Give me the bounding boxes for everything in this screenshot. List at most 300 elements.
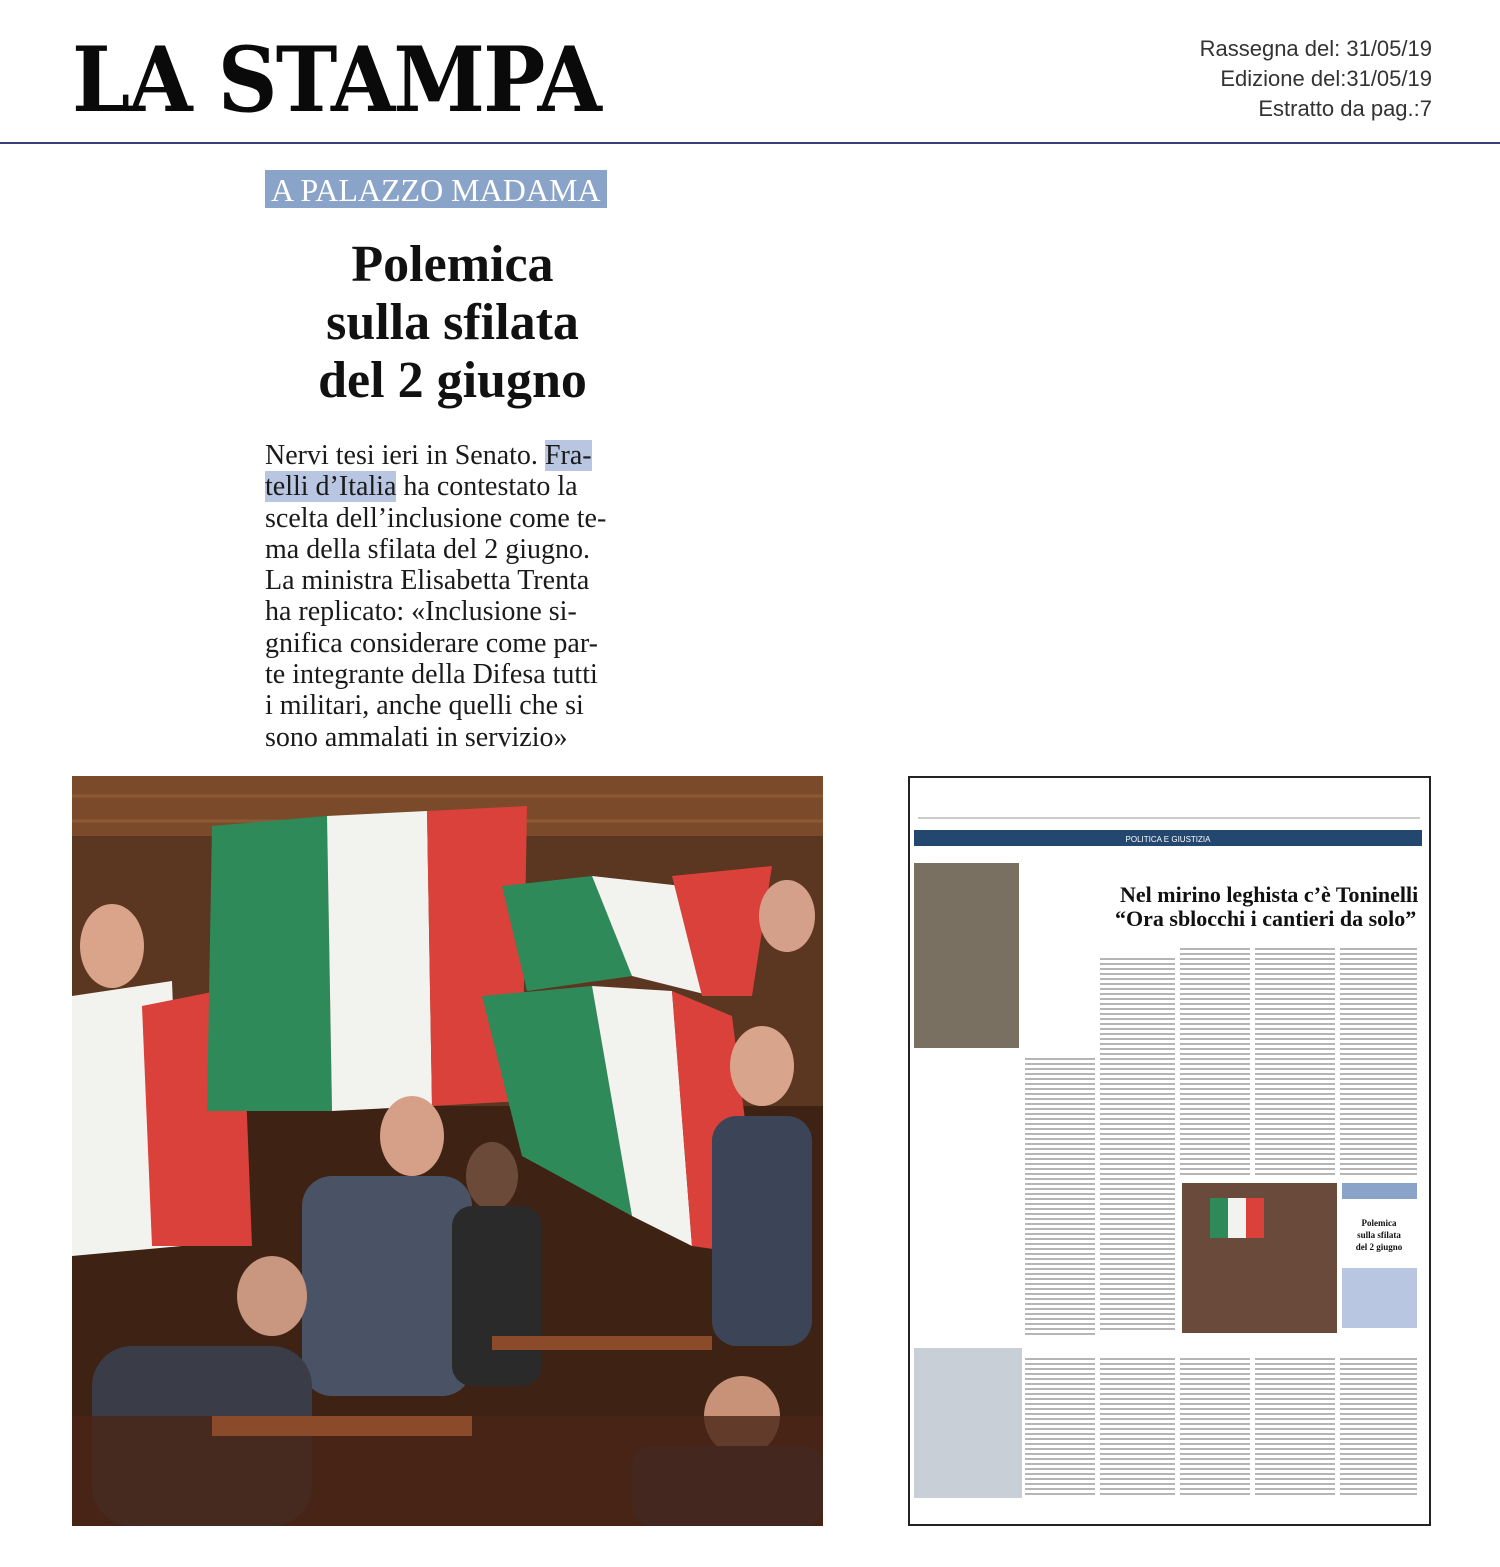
thumbnail-text-line — [1180, 1433, 1250, 1435]
body-line: telli d’Italia ha contestato la — [265, 471, 578, 503]
thumbnail-text-line — [1100, 1248, 1175, 1250]
thumbnail-text-line — [1025, 1333, 1095, 1335]
thumbnail-text-line — [1255, 1478, 1335, 1480]
thumbnail-text-line — [1340, 998, 1417, 1000]
thumbnail-text-line — [1180, 1033, 1250, 1035]
thumbnail-text-line — [1025, 1393, 1095, 1395]
thumbnail-text-line — [1340, 1398, 1417, 1400]
thumbnail-text-line — [1025, 1113, 1095, 1115]
thumbnail-text-line — [1100, 1398, 1175, 1400]
thumbnail-text-line — [1180, 1063, 1250, 1065]
thumbnail-text-line — [1180, 1458, 1250, 1460]
thumbnail-text-line — [1180, 1103, 1250, 1105]
thumbnail-text-line — [1255, 963, 1335, 965]
thumbnail-text-line — [1025, 1278, 1095, 1280]
thumbnail-text-line — [1100, 993, 1175, 995]
thumbnail-text-line — [1100, 963, 1175, 965]
thumbnail-text-line — [1100, 1323, 1175, 1325]
thumbnail-text-line — [1340, 1168, 1417, 1170]
thumbnail-headline-2: “Ora sblocchi i cantieri da solo” — [1115, 906, 1417, 931]
thumbnail-text-line — [1180, 1053, 1250, 1055]
thumbnail-text-line — [1340, 953, 1417, 955]
thumbnail-text-line — [1340, 1358, 1417, 1360]
thumbnail-text-line — [1255, 973, 1335, 975]
thumbnail-text-line — [1255, 1098, 1335, 1100]
thumbnail-text-line — [1100, 998, 1175, 1000]
thumbnail-text-line — [1100, 1198, 1175, 1200]
thumbnail-text-line — [1100, 1183, 1175, 1185]
thumbnail-text-line — [1025, 1213, 1095, 1215]
thumbnail-text-line — [1255, 1153, 1335, 1155]
thumbnail-text-line — [1025, 1413, 1095, 1415]
thumbnail-text-line — [1255, 993, 1335, 995]
thumbnail-text-line — [1100, 1118, 1175, 1120]
thumbnail-text-line — [1340, 958, 1417, 960]
thumbnail-text-line — [1340, 978, 1417, 980]
thumbnail-text-line — [1025, 1448, 1095, 1450]
thumbnail-text-line — [1100, 1438, 1175, 1440]
thumbnail-text-line — [1255, 988, 1335, 990]
thumbnail-text-line — [1180, 1378, 1250, 1380]
thumbnail-text-line — [1025, 1473, 1095, 1475]
thumbnail-text-line — [1340, 1113, 1417, 1115]
thumbnail-text-line — [1100, 1473, 1175, 1475]
headline-line: del 2 giugno — [318, 352, 587, 409]
thumbnail-text-line — [1025, 1143, 1095, 1145]
thumbnail-text-line — [1025, 1398, 1095, 1400]
thumbnail-text-line — [1025, 1313, 1095, 1315]
thumbnail-text-line — [1340, 1448, 1417, 1450]
body-line: i militari, anche quelli che si — [265, 690, 584, 722]
thumbnail-text-line — [1340, 1083, 1417, 1085]
thumbnail-text-line — [1100, 1148, 1175, 1150]
thumbnail-text-line — [1255, 1138, 1335, 1140]
thumbnail-text-line — [1340, 1063, 1417, 1065]
thumbnail-text-line — [1340, 1363, 1417, 1365]
thumbnail-text-line — [1025, 1363, 1095, 1365]
thumbnail-text-line — [1025, 1423, 1095, 1425]
body-line: Nervi tesi ieri in Senato. Fra- — [265, 440, 592, 471]
thumbnail-text-line — [1255, 1113, 1335, 1115]
thumbnail-text-line — [1340, 1108, 1417, 1110]
thumbnail-text-line — [1100, 1263, 1175, 1265]
header-divider — [0, 142, 1500, 144]
thumbnail-text-line — [1180, 1393, 1250, 1395]
thumbnail-text-line — [1100, 1408, 1175, 1410]
thumbnail-text-line — [1255, 1088, 1335, 1090]
thumbnail-text-line — [1100, 1393, 1175, 1395]
thumbnail-text-line — [1025, 1403, 1095, 1405]
thumbnail-text-line — [1180, 1078, 1250, 1080]
thumbnail-text-line — [1180, 1058, 1250, 1060]
thumbnail-text-line — [1100, 1218, 1175, 1220]
thumbnail-text-line — [1255, 1068, 1335, 1070]
thumbnail-text-line — [1255, 1453, 1335, 1455]
thumbnail-text-line — [1255, 1033, 1335, 1035]
thumbnail-text-line — [1255, 1373, 1335, 1375]
thumbnail-text-line — [1100, 1228, 1175, 1230]
thumbnail-text-line — [1255, 1378, 1335, 1380]
thumbnail-text-line — [1180, 1003, 1250, 1005]
thumbnail-text-line — [1255, 968, 1335, 970]
thumbnail-text-line — [1025, 1168, 1095, 1170]
thumbnail-text-line — [1340, 1493, 1417, 1495]
thumbnail-text-line — [1100, 1453, 1175, 1455]
page-thumbnail — [908, 776, 1431, 1526]
thumbnail-text-line — [1025, 1493, 1095, 1495]
thumbnail-text-line — [1025, 1303, 1095, 1305]
thumbnail-text-line — [1340, 973, 1417, 975]
thumbnail-text-line — [1100, 1133, 1175, 1135]
thumbnail-text-line — [1340, 1428, 1417, 1430]
body-line: gnifica considerare come par- — [265, 627, 598, 659]
thumbnail-text-line — [1025, 1128, 1095, 1130]
thumbnail-text-line — [1100, 1293, 1175, 1295]
thumbnail-text-line — [1255, 1043, 1335, 1045]
thumbnail-text-line — [1025, 1328, 1095, 1330]
thumbnail-text-line — [1180, 1418, 1250, 1420]
thumbnail-text-line — [1255, 953, 1335, 955]
thumbnail-text-line — [1100, 1083, 1175, 1085]
thumbnail-text-line — [1340, 1118, 1417, 1120]
thumbnail-text-line — [1180, 1368, 1250, 1370]
thumbnail-text-line — [1180, 1163, 1250, 1165]
thumbnail-text-line — [1180, 978, 1250, 980]
thumbnail-text-line — [1100, 1103, 1175, 1105]
thumbnail-text-line — [1025, 1153, 1095, 1155]
masthead-logo: LA STAMPA — [72, 27, 600, 133]
thumbnail-text-line — [1255, 1148, 1335, 1150]
thumbnail-text-line — [1255, 1423, 1335, 1425]
thumbnail-text-line — [1025, 1458, 1095, 1460]
thumbnail-text-line — [1025, 1318, 1095, 1320]
thumbnail-text-line — [1255, 958, 1335, 960]
thumbnail-text-line — [1340, 1068, 1417, 1070]
body-line: La ministra Elisabetta Trenta — [265, 565, 590, 597]
senate-photo — [72, 776, 823, 1526]
thumbnail-text-line — [1340, 1128, 1417, 1130]
estratto-page: Estratto da pag.:7 — [1258, 96, 1432, 121]
thumbnail-text-line — [1100, 1018, 1175, 1020]
thumbnail-text-line — [1180, 1068, 1250, 1070]
headline-line: Polemica — [351, 236, 554, 293]
thumbnail-text-line — [1025, 1138, 1095, 1140]
thumbnail-text-line — [1180, 1093, 1250, 1095]
thumbnail-text-line — [1100, 1363, 1175, 1365]
thumbnail-text-line — [1100, 1318, 1175, 1320]
thumbnail-text-line — [1025, 1283, 1095, 1285]
thumbnail-text-line — [1100, 1403, 1175, 1405]
thumbnail-text-line — [1025, 1408, 1095, 1410]
thumbnail-text-line — [1025, 1073, 1095, 1075]
thumbnail-side-headline: del 2 giugno — [1355, 1242, 1403, 1252]
thumbnail-text-line — [1025, 1178, 1095, 1180]
thumbnail-side-headline: sulla sfilata — [1357, 1230, 1401, 1240]
thumbnail-text-line — [1255, 1128, 1335, 1130]
thumbnail-text-line — [1255, 1438, 1335, 1440]
thumbnail-text-line — [1100, 1368, 1175, 1370]
thumbnail-text-line — [1100, 1143, 1175, 1145]
thumbnail-text-line — [1100, 1478, 1175, 1480]
thumbnail-text-line — [1180, 1448, 1250, 1450]
thumbnail-text-line — [1025, 1373, 1095, 1375]
thumbnail-text-line — [1255, 1433, 1335, 1435]
thumbnail-text-line — [1100, 1033, 1175, 1035]
thumbnail-text-line — [1025, 1378, 1095, 1380]
thumbnail-text-line — [1255, 1143, 1335, 1145]
thumbnail-text-line — [1025, 1078, 1095, 1080]
thumbnail-text-line — [1180, 1438, 1250, 1440]
thumbnail-text-line — [1340, 1458, 1417, 1460]
thumbnail-text-line — [1100, 1313, 1175, 1315]
thumbnail-text-line — [1255, 1158, 1335, 1160]
thumbnail-text-line — [1340, 1393, 1417, 1395]
thumbnail-text-line — [1180, 1473, 1250, 1475]
thumbnail-text-line — [1255, 1408, 1335, 1410]
thumbnail-text-line — [1100, 1108, 1175, 1110]
thumbnail-text-line — [1340, 1138, 1417, 1140]
thumbnail-text-line — [1100, 1488, 1175, 1490]
thumbnail-text-line — [1100, 1153, 1175, 1155]
thumbnail-text-line — [1100, 1308, 1175, 1310]
body-line: ha replicato: «Inclusione si- — [265, 596, 577, 628]
thumbnail-text-line — [1255, 1058, 1335, 1060]
thumbnail-text-line — [1100, 958, 1175, 960]
thumbnail-text-line — [1180, 1148, 1250, 1150]
thumbnail-text-line — [1340, 1153, 1417, 1155]
thumbnail-text-line — [1340, 1098, 1417, 1100]
thumbnail-text-line — [1340, 1048, 1417, 1050]
thumbnail-text-line — [1255, 1473, 1335, 1475]
highlighted-text: telli d’Italia — [265, 471, 397, 503]
thumbnail-text-line — [1255, 1443, 1335, 1445]
thumbnail-text-line — [1100, 1138, 1175, 1140]
thumbnail-text-line — [1340, 1103, 1417, 1105]
thumbnail-text-line — [1180, 1358, 1250, 1360]
thumbnail-text-line — [1025, 1268, 1095, 1270]
thumbnail-text-line — [1180, 998, 1250, 1000]
thumbnail-text-line — [1180, 963, 1250, 965]
thumbnail-text-line — [1340, 1093, 1417, 1095]
thumbnail-text-line — [1255, 1403, 1335, 1405]
thumbnail-text-line — [1180, 1493, 1250, 1495]
thumbnail-text-line — [1100, 1048, 1175, 1050]
thumbnail-text-line — [1100, 1463, 1175, 1465]
thumbnail-text-line — [1025, 1468, 1095, 1470]
thumbnail-text-line — [1340, 1133, 1417, 1135]
thumbnail-text-line — [1025, 1203, 1095, 1205]
thumbnail-text-line — [1180, 1088, 1250, 1090]
thumbnail-text-line — [1255, 1173, 1335, 1175]
thumbnail-text-line — [1100, 1168, 1175, 1170]
thumbnail-text-line — [1180, 1143, 1250, 1145]
thumbnail-text-line — [1180, 1483, 1250, 1485]
thumbnail-text-line — [1025, 1433, 1095, 1435]
thumbnail-text-line — [1025, 1418, 1095, 1420]
thumbnail-text-line — [1100, 1058, 1175, 1060]
thumbnail-side-headline: Polemica — [1361, 1218, 1397, 1228]
thumbnail-text-line — [1100, 1258, 1175, 1260]
thumbnail-text-line — [1100, 1493, 1175, 1495]
thumbnail-text-line — [1255, 1358, 1335, 1360]
thumbnail-text-line — [1340, 1053, 1417, 1055]
thumbnail-text-line — [1180, 1443, 1250, 1445]
thumbnail-text-line — [1180, 1403, 1250, 1405]
thumbnail-text-line — [1100, 1268, 1175, 1270]
thumbnail-text-line — [1100, 1208, 1175, 1210]
thumbnail-text-line — [1025, 1308, 1095, 1310]
thumbnail-text-line — [1180, 1118, 1250, 1120]
thumbnail-text-line — [1180, 1468, 1250, 1470]
thumbnail-text-line — [1340, 1078, 1417, 1080]
thumbnail-text-line — [1025, 1358, 1095, 1360]
thumbnail-text-line — [1255, 1398, 1335, 1400]
thumbnail-text-line — [1100, 1288, 1175, 1290]
thumbnail-text-line — [1255, 1368, 1335, 1370]
thumbnail-text-line — [1255, 1028, 1335, 1030]
thumbnail-text-line — [1100, 1243, 1175, 1245]
thumbnail-text-line — [1180, 948, 1250, 950]
thumbnail-text-line — [1255, 1078, 1335, 1080]
thumbnail-text-line — [1180, 1408, 1250, 1410]
thumbnail-text-line — [1100, 1378, 1175, 1380]
thumbnail-text-line — [1100, 978, 1175, 980]
thumbnail-text-line — [1180, 1463, 1250, 1465]
thumbnail-text-line — [1025, 1088, 1095, 1090]
senate-photo-illustration — [72, 776, 823, 1526]
thumbnail-text-line — [1255, 998, 1335, 1000]
thumbnail-text-line — [1100, 1303, 1175, 1305]
highlighted-text: Fra- — [544, 440, 592, 471]
thumbnail-text-line — [1025, 1158, 1095, 1160]
thumbnail-text-line — [1025, 1463, 1095, 1465]
thumbnail-text-line — [1100, 983, 1175, 985]
thumbnail-text-line — [1025, 1323, 1095, 1325]
thumbnail-text-line — [1180, 1173, 1250, 1175]
thumbnail-text-line — [1025, 1258, 1095, 1260]
thumbnail-text-line — [1025, 1108, 1095, 1110]
thumbnail-text-line — [1340, 1438, 1417, 1440]
thumbnail-text-line — [1025, 1298, 1095, 1300]
thumbnail-text-line — [1180, 1478, 1250, 1480]
thumbnail-text-line — [1025, 1288, 1095, 1290]
thumbnail-text-line — [1100, 1173, 1175, 1175]
thumbnail-text-line — [1100, 1053, 1175, 1055]
thumbnail-text-line — [1100, 1023, 1175, 1025]
thumbnail-text-line — [1100, 1008, 1175, 1010]
thumbnail-text-line — [1180, 953, 1250, 955]
thumbnail-text-line — [1100, 1413, 1175, 1415]
thumbnail-text-line — [1100, 1163, 1175, 1165]
thumbnail-text-line — [1255, 1063, 1335, 1065]
thumbnail-text-line — [1340, 968, 1417, 970]
thumbnail-text-line — [1100, 1483, 1175, 1485]
thumbnail-text-line — [1340, 1043, 1417, 1045]
thumbnail-text-line — [1255, 1388, 1335, 1390]
thumbnail-text-line — [1340, 1378, 1417, 1380]
thumbnail-text-line — [1340, 983, 1417, 985]
body-line: ma della sfilata del 2 giugno. — [265, 533, 591, 565]
thumbnail-text-line — [1025, 1388, 1095, 1390]
thumbnail-text-line — [1180, 1043, 1250, 1045]
thumbnail-text-line — [1025, 1083, 1095, 1085]
thumbnail-text-line — [1025, 1063, 1095, 1065]
thumbnail-text-line — [1340, 1013, 1417, 1015]
thumbnail-text-line — [1100, 1278, 1175, 1280]
thumbnail-text-line — [1255, 1053, 1335, 1055]
thumbnail-text-line — [1180, 1123, 1250, 1125]
thumbnail-text-line — [1180, 968, 1250, 970]
thumbnail-text-line — [1255, 1118, 1335, 1120]
thumbnail-text-line — [1340, 1018, 1417, 1020]
thumbnail-text-line — [1255, 1458, 1335, 1460]
thumbnail-text-line — [1180, 1453, 1250, 1455]
thumbnail-text-line — [1100, 1203, 1175, 1205]
thumbnail-text-line — [1340, 1373, 1417, 1375]
thumbnail-text-line — [1340, 1463, 1417, 1465]
thumbnail-text-line — [1180, 983, 1250, 985]
thumbnail-text-line — [1025, 1218, 1095, 1220]
thumbnail-text-line — [1340, 1408, 1417, 1410]
thumbnail-text-line — [1100, 1373, 1175, 1375]
thumbnail-text-line — [1340, 1413, 1417, 1415]
thumbnail-text-line — [1180, 1023, 1250, 1025]
thumbnail-text-line — [1255, 1108, 1335, 1110]
thumbnail-text-line — [1255, 1093, 1335, 1095]
thumbnail-text-line — [1025, 1238, 1095, 1240]
thumbnail-text-line — [1180, 1098, 1250, 1100]
thumbnail-text-line — [1340, 1003, 1417, 1005]
thumbnail-text-line — [1025, 1243, 1095, 1245]
thumbnail-text-line — [1255, 1383, 1335, 1385]
clipping-metadata — [1200, 34, 1432, 124]
thumbnail-text-line — [1025, 1248, 1095, 1250]
thumbnail-text-line — [1025, 1273, 1095, 1275]
thumbnail-text-line — [1025, 1188, 1095, 1190]
thumbnail-text-line — [1340, 1058, 1417, 1060]
thumbnail-text-line — [1180, 993, 1250, 995]
thumbnail-text-line — [1025, 1438, 1095, 1440]
thumbnail-text-line — [1340, 948, 1417, 950]
thumbnail-text-line — [1180, 1128, 1250, 1130]
thumbnail-text-line — [1255, 1103, 1335, 1105]
thumbnail-text-line — [1100, 1448, 1175, 1450]
thumbnail-text-line — [1100, 1193, 1175, 1195]
thumbnail-text-line — [1025, 1383, 1095, 1385]
thumbnail-text-line — [1340, 1423, 1417, 1425]
thumbnail-text-line — [1255, 1133, 1335, 1135]
thumbnail-text-line — [1100, 1188, 1175, 1190]
thumbnail-text-line — [1340, 1368, 1417, 1370]
thumbnail-text-line — [1340, 1418, 1417, 1420]
thumbnail-text-line — [1025, 1488, 1095, 1490]
thumbnail-text-line — [1340, 1123, 1417, 1125]
thumbnail-text-line — [1100, 1068, 1175, 1070]
thumbnail-text-line — [1255, 1428, 1335, 1430]
thumbnail-text-line — [1100, 1238, 1175, 1240]
thumbnail-text-line — [1025, 1133, 1095, 1135]
thumbnail-text-line — [1255, 1413, 1335, 1415]
thumbnail-text-line — [1025, 1093, 1095, 1095]
page-thumbnail-illustration — [910, 778, 1429, 1524]
thumbnail-text-line — [1255, 1123, 1335, 1125]
thumbnail-text-line — [1100, 1418, 1175, 1420]
thumbnail-text-line — [1100, 1078, 1175, 1080]
thumbnail-text-line — [1180, 1108, 1250, 1110]
thumbnail-text-line — [1100, 968, 1175, 970]
rassegna-date: Rassegna del: 31/05/19 — [1199, 36, 1432, 61]
thumbnail-text-line — [1100, 1443, 1175, 1445]
